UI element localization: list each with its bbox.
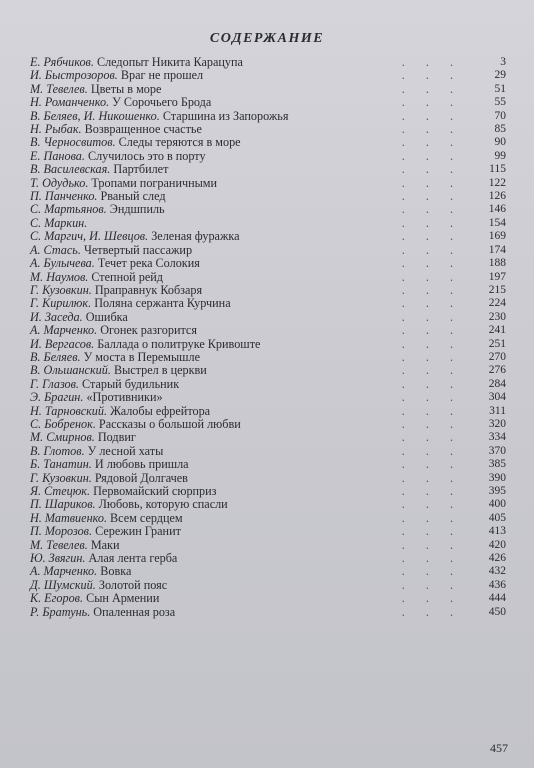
toc-leader-dots: . . .	[401, 551, 462, 566]
toc-leader-dots: . . .	[401, 95, 462, 110]
toc-author: Д. Шумский.	[30, 577, 96, 592]
toc-entry	[30, 136, 506, 149]
toc-entry-text	[30, 472, 188, 485]
toc-author: С. Маргич, И. Шевцов.	[30, 229, 149, 244]
toc-work-title: Вовка	[100, 564, 132, 579]
toc-entry	[30, 472, 506, 485]
toc-leader-dots: . . .	[401, 591, 462, 606]
toc-work-title: Сережин Гранит	[95, 524, 181, 539]
toc-entry	[30, 525, 506, 538]
toc-work-title: Течет река Солокия	[97, 256, 200, 271]
toc-leader-dots: . . .	[401, 470, 462, 485]
toc-leader-dots: . . .	[401, 282, 462, 297]
toc-work-title: Первомайский сюрприз	[93, 484, 217, 498]
toc-entry-text	[30, 445, 163, 458]
toc-page-number: 70	[494, 109, 506, 122]
toc-entry-text	[30, 150, 206, 163]
toc-author: А. Булычева.	[30, 256, 95, 271]
toc-author: М. Смирнов.	[30, 430, 95, 445]
toc-leader-dots: . . .	[401, 403, 462, 418]
toc-leader-dots: . . .	[401, 430, 462, 445]
toc-author: А. Марченко.	[30, 564, 98, 579]
toc-author: В. Черносвитов.	[30, 135, 116, 150]
toc-page-number: 413	[488, 525, 506, 538]
toc-entry-text	[30, 244, 192, 257]
toc-author: Е. Панова.	[30, 148, 85, 163]
toc-page-number: 320	[488, 417, 506, 430]
toc-leader-dots: . . .	[401, 363, 462, 378]
toc-work-title: Праправнук Кобзаря	[94, 282, 203, 297]
toc-entry-text	[30, 83, 161, 96]
toc-author: В. Василевская.	[30, 162, 111, 177]
toc-page-number: 284	[488, 377, 506, 390]
toc-work-title: Маки	[90, 537, 120, 552]
toc-leader-dots: . . .	[401, 416, 462, 431]
toc-page-number: 405	[488, 511, 506, 524]
toc-entry	[30, 324, 506, 337]
toc-entry	[30, 217, 506, 230]
toc-author: Г. Кузовкин.	[30, 470, 92, 485]
toc-author: Н. Матвиенко.	[30, 510, 107, 525]
toc-page-number: 390	[488, 471, 506, 484]
toc-entry	[30, 458, 506, 471]
toc-entry	[30, 338, 506, 351]
toc-leader-dots: . . .	[401, 256, 462, 271]
toc-work-title: Следы теряются в море	[118, 135, 241, 150]
toc-entry	[30, 230, 506, 243]
toc-leader-dots: . . .	[401, 189, 462, 204]
toc-entry-text	[30, 297, 231, 310]
page-number: 457	[490, 741, 508, 755]
toc-leader-dots: . . .	[401, 349, 462, 364]
toc-work-title: У Сорочьего Брода	[112, 95, 212, 110]
toc-entry	[30, 123, 506, 136]
toc-entry	[30, 445, 506, 458]
toc-entry	[30, 297, 506, 310]
toc-work-title: Золотой пояс	[98, 577, 168, 592]
toc-page-number: 426	[488, 552, 506, 565]
toc-entry-text	[30, 592, 159, 605]
toc-page-number: 436	[488, 578, 506, 591]
toc-author: М. Наумов.	[30, 269, 89, 284]
toc-work-title: Четвертый пассажир	[83, 242, 193, 257]
toc-author: П. Панченко.	[30, 189, 98, 204]
toc-author: В. Ольшанский.	[30, 363, 111, 378]
toc-entry	[30, 405, 506, 418]
toc-work-title: Рядовой Долгачев	[94, 470, 188, 485]
toc-entry-text	[30, 203, 165, 216]
toc-page-number: 126	[488, 190, 506, 203]
toc-leader-dots: . . .	[401, 81, 462, 96]
toc-page-number: 311	[489, 404, 506, 417]
toc-page-number: 55	[494, 96, 506, 109]
toc-entry-text	[30, 217, 87, 230]
toc-author: Н. Тарновский.	[30, 403, 108, 418]
toc-work-title: Алая лента герба	[88, 551, 178, 566]
toc-entry	[30, 512, 506, 525]
toc-entry-text	[30, 257, 200, 270]
toc-entry	[30, 311, 506, 324]
toc-author: А. Марченко.	[30, 323, 98, 338]
toc-leader-dots: . . .	[401, 604, 462, 619]
toc-entry-text	[30, 56, 243, 69]
toc-author: И. Вергасов.	[30, 336, 95, 351]
toc-page-number: 432	[488, 565, 506, 578]
toc-page-number: 174	[488, 243, 506, 256]
toc-page-number: 370	[488, 444, 506, 457]
toc-leader-dots: . . .	[401, 175, 462, 190]
toc-leader-dots: . . .	[401, 122, 462, 137]
toc-entry	[30, 271, 506, 284]
toc-page-number: 90	[494, 136, 506, 149]
toc-work-title: Любовь, которую спасли	[98, 497, 228, 512]
toc-leader-dots: . . .	[401, 309, 462, 324]
toc-leader-dots: . . .	[401, 510, 462, 525]
toc-entry-text	[30, 324, 197, 337]
toc-author: Н. Рыбак.	[30, 122, 82, 137]
toc-entry-text	[30, 498, 228, 511]
toc-entry-text	[30, 351, 200, 364]
toc-work-title: Баллада о политруке Кривоште	[97, 336, 261, 351]
toc-work-title: Старшина из Запорожья	[162, 108, 289, 123]
toc-author: В. Беляев.	[30, 349, 81, 364]
toc-author: В. Глотов.	[30, 443, 85, 458]
toc-entry-text	[30, 136, 241, 149]
toc-page-number: 197	[488, 270, 506, 283]
toc-work-title: Выстрел в церкви	[113, 363, 207, 378]
toc-work-title: Враг не прошел	[120, 68, 204, 83]
toc-work-title: Следопыт Никита Карацупа	[96, 55, 243, 69]
toc-page-number: 230	[488, 310, 506, 323]
toc-entry-text	[30, 485, 217, 498]
toc-entry-text	[30, 177, 217, 190]
toc-leader-dots: . . .	[401, 537, 462, 552]
toc-author: И. Быстрозоров.	[30, 68, 118, 83]
toc-leader-dots: . . .	[401, 484, 462, 498]
toc-leader-dots: . . .	[401, 336, 462, 351]
toc-entry-text	[30, 418, 241, 431]
toc-entry	[30, 592, 506, 605]
toc-work-title: И любовь пришла	[94, 457, 189, 472]
toc-entry	[30, 565, 506, 578]
toc-author: Э. Брагин.	[30, 390, 84, 405]
toc-page-number: 444	[488, 592, 506, 605]
toc-leader-dots: . . .	[401, 269, 462, 284]
toc-author: С. Маркин.	[30, 215, 88, 230]
toc-entry-text	[30, 378, 179, 391]
toc-entry-text	[30, 552, 177, 565]
toc-entry	[30, 579, 506, 592]
toc-page-number: 251	[488, 337, 506, 350]
toc-entry-text	[30, 606, 175, 619]
toc-entry-text	[30, 431, 136, 444]
toc-entry	[30, 257, 506, 270]
toc-author: Я. Стецюк.	[30, 484, 91, 498]
toc-leader-dots: . . .	[401, 215, 462, 230]
toc-page-number: 450	[488, 605, 506, 618]
toc-author: С. Бобренок.	[30, 416, 96, 431]
toc-work-title: «Противники»	[86, 390, 163, 405]
toc-leader-dots: . . .	[401, 564, 462, 579]
toc-author: Н. Романченко.	[30, 95, 110, 110]
toc-work-title: Степной рейд	[91, 269, 163, 284]
toc-entry	[30, 552, 506, 565]
toc-leader-dots: . . .	[401, 296, 462, 311]
toc-entry	[30, 83, 506, 96]
toc-entry	[30, 150, 506, 163]
toc-entry-text	[30, 271, 163, 284]
toc-leader-dots: . . .	[401, 55, 462, 69]
toc-entry-text	[30, 110, 288, 123]
toc-work-title: Ошибка	[85, 309, 128, 324]
toc-author: И. Заседа.	[30, 309, 83, 324]
toc-page-number: 99	[494, 149, 506, 162]
toc-leader-dots: . . .	[401, 135, 462, 150]
toc-work-title: Опаленная роза	[93, 604, 176, 619]
toc-leader-dots: . . .	[401, 148, 462, 163]
toc-page-number: 395	[488, 485, 506, 497]
toc-page-number: 188	[488, 257, 506, 270]
toc-leader-dots: . . .	[401, 229, 462, 244]
toc-author: А. Стась.	[30, 242, 81, 257]
toc-page-number: 334	[488, 431, 506, 444]
toc-author: В. Беляев, И. Никошенко.	[30, 108, 160, 123]
toc-entry	[30, 431, 506, 444]
toc-work-title: Рассказы о большой любви	[98, 416, 241, 431]
toc-work-title: Подвиг	[97, 430, 136, 445]
toc-entry-text	[30, 338, 260, 351]
toc-entry-text	[30, 512, 183, 525]
toc-entry	[30, 351, 506, 364]
toc-entry-text	[30, 163, 168, 176]
toc-entry	[30, 190, 506, 203]
toc-entry-text	[30, 230, 240, 243]
toc-entry	[30, 606, 506, 619]
toc-entry	[30, 203, 506, 216]
toc-author: Г. Кузовкин.	[30, 282, 92, 297]
toc-page-number: 122	[488, 176, 506, 189]
toc-work-title: У моста в Перемышле	[83, 349, 201, 364]
toc-page-number: 385	[488, 458, 506, 471]
toc-entry-text	[30, 458, 189, 471]
toc-work-title: Всем сердцем	[110, 510, 183, 525]
toc-entry-text	[30, 391, 163, 404]
toc-entry	[30, 110, 506, 123]
toc-page-number: 115	[489, 163, 506, 176]
toc-page-number: 85	[494, 123, 506, 136]
toc-leader-dots: . . .	[401, 497, 462, 512]
toc-entry-text	[30, 123, 202, 136]
toc-author: М. Тевелев.	[30, 81, 88, 96]
toc-leader-dots: . . .	[401, 162, 462, 177]
toc-author: П. Шариков.	[30, 497, 96, 512]
toc-author: Р. Братунь.	[30, 604, 91, 619]
toc-page-number: 169	[488, 230, 506, 243]
toc-entry	[30, 391, 506, 404]
toc-page-number: 420	[488, 538, 506, 551]
toc-leader-dots: . . .	[401, 524, 462, 539]
toc-page-number: 276	[488, 364, 506, 377]
toc-author: Ю. Звягин.	[30, 551, 86, 566]
toc-author: Б. Танатин.	[30, 457, 92, 472]
toc-work-title: Старый будильник	[82, 376, 180, 391]
toc-work-title: Эндшпиль	[109, 202, 165, 217]
toc-entry	[30, 485, 506, 498]
toc-page-number: 241	[488, 324, 506, 337]
toc-author: П. Морозов.	[30, 524, 93, 539]
toc-entry	[30, 284, 506, 297]
toc-entry	[30, 364, 506, 377]
table-of-contents	[30, 56, 506, 619]
toc-entry-text	[30, 539, 120, 552]
toc-entry-text	[30, 579, 167, 592]
toc-page-number: 224	[488, 297, 506, 310]
toc-page-number: 270	[488, 350, 506, 363]
toc-entry-text	[30, 525, 181, 538]
toc-leader-dots: . . .	[401, 376, 462, 391]
toc-author: Т. Одудько.	[30, 175, 89, 190]
toc-page-number: 215	[488, 283, 506, 296]
toc-author: К. Егоров.	[30, 591, 84, 606]
toc-author: Е. Рябчиков.	[30, 55, 94, 69]
toc-work-title: Огонек разгорится	[100, 323, 197, 338]
toc-author: С. Мартьянов.	[30, 202, 107, 217]
toc-entry-text	[30, 311, 128, 324]
toc-page-number: 154	[488, 216, 506, 229]
toc-leader-dots: . . .	[401, 242, 462, 257]
toc-entry	[30, 69, 506, 82]
toc-entry-text	[30, 190, 166, 203]
toc-work-title: У лесной хаты	[87, 443, 164, 458]
toc-leader-dots: . . .	[401, 577, 462, 592]
toc-entry-text	[30, 69, 203, 82]
toc-entry	[30, 96, 506, 109]
toc-entry	[30, 378, 506, 391]
toc-leader-dots: . . .	[401, 202, 462, 217]
toc-page-number: 51	[494, 82, 506, 95]
toc-page-number: 304	[488, 391, 506, 404]
toc-author: Г. Кирилюк.	[30, 296, 92, 311]
toc-entry	[30, 163, 506, 176]
toc-leader-dots: . . .	[401, 390, 462, 405]
toc-leader-dots: . . .	[401, 68, 462, 83]
toc-work-title: Партбилет	[113, 162, 169, 177]
toc-work-title: Сын Армении	[86, 591, 160, 606]
toc-entry	[30, 418, 506, 431]
toc-entry-text	[30, 405, 210, 418]
toc-entry	[30, 177, 506, 190]
toc-entry-text	[30, 364, 207, 377]
toc-leader-dots: . . .	[401, 457, 462, 472]
toc-work-title: Случилось это в порту	[87, 148, 206, 163]
toc-author: М. Тевелев.	[30, 537, 88, 552]
toc-page-number: 3	[500, 56, 506, 68]
toc-page-number: 400	[488, 498, 506, 511]
toc-work-title: Цветы в море	[90, 81, 162, 96]
toc-work-title: Возвращенное счастье	[84, 122, 202, 137]
toc-entry	[30, 244, 506, 257]
toc-entry	[30, 539, 506, 552]
toc-work-title: Рваный след	[100, 189, 166, 204]
toc-work-title: Поляна сержанта Курчина	[94, 296, 231, 311]
toc-page-number: 146	[488, 203, 506, 216]
toc-leader-dots: . . .	[401, 108, 462, 123]
toc-entry	[30, 56, 506, 69]
toc-entry	[30, 498, 506, 511]
toc-entry-text	[30, 284, 202, 297]
toc-entry-text	[30, 96, 211, 109]
toc-work-title: Зеленая фуражка	[151, 229, 240, 244]
toc-work-title: Жалобы ефрейтора	[110, 403, 211, 418]
page-title: СОДЕРЖАНИЕ	[209, 31, 325, 46]
toc-work-title: Тропами пограничными	[91, 175, 218, 190]
toc-entry-text	[30, 565, 131, 578]
toc-page-number: 29	[494, 69, 506, 82]
toc-leader-dots: . . .	[401, 443, 462, 458]
toc-author: Г. Глазов.	[30, 376, 79, 391]
toc-leader-dots: . . .	[401, 323, 462, 338]
